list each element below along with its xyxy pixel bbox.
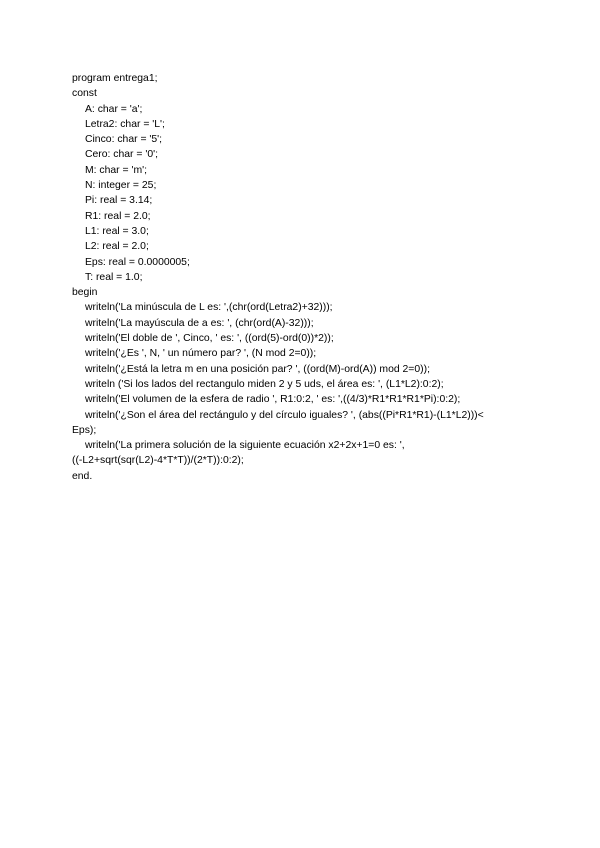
code-line: writeln ('Si los lados del rectangulo miden 2 y 5 uds, el área es: ', (L1*L2):0:2); — [85, 378, 444, 390]
code-line: writeln('La minúscula de L es: ',(chr(ord(Letra2)+32))); — [85, 302, 333, 314]
code-line: begin — [72, 287, 98, 299]
code-line: Eps: real = 0.0000005; — [85, 256, 190, 268]
code-line: R1: real = 2.0; — [85, 210, 151, 222]
code-line: N: integer = 25; — [85, 180, 157, 192]
code-line: writeln('La mayúscula de a es: ', (chr(ord(A)-32))); — [85, 317, 314, 329]
code-line: writeln('¿Está la letra m en una posición par? ', ((ord(M)-ord(A)) mod 2=0)); — [85, 363, 430, 375]
code-line: Pi: real = 3.14; — [85, 195, 153, 207]
code-line: writeln('¿Son el área del rectángulo y del círculo iguales? ', (abs((Pi*R1*R1)-(L1*L2)))< — [85, 409, 484, 421]
code-line: Letra2: char = 'L'; — [85, 118, 165, 130]
code-line: L2: real = 2.0; — [85, 241, 149, 253]
code-line: writeln('¿Es ', N, ' un número par? ', (N mod 2=0)); — [85, 348, 317, 360]
code-line: A: char = 'a'; — [85, 103, 143, 115]
code-line: const — [72, 88, 97, 100]
code-line: writeln('El doble de ', Cinco, ' es: ', ((ord(5)-ord(0))*2)); — [85, 333, 334, 345]
code-line: writeln('La primera solución de la siguiente ecuación x2+2x+1=0 es: ', — [85, 440, 405, 452]
code-line: T: real = 1.0; — [85, 271, 143, 283]
code-line: Cero: char = '0'; — [85, 149, 158, 161]
pascal-source-code — [72, 71, 542, 484]
code-line: writeln('El volumen de la esfera de radio ', R1:0:2, ' es: ',((4/3)*R1*R1*R1*Pi):0:2); — [85, 394, 461, 406]
code-line: ((-L2+sqrt(sqr(L2)-4*T*T))/(2*T)):0:2); — [72, 455, 244, 467]
code-line: Eps); — [72, 424, 97, 436]
code-line: Cinco: char = '5'; — [85, 134, 163, 146]
code-line: M: char = 'm'; — [85, 164, 147, 176]
code-line: program entrega1; — [72, 73, 158, 84]
code-line: end. — [72, 470, 93, 482]
code-line: L1: real = 3.0; — [85, 225, 149, 237]
